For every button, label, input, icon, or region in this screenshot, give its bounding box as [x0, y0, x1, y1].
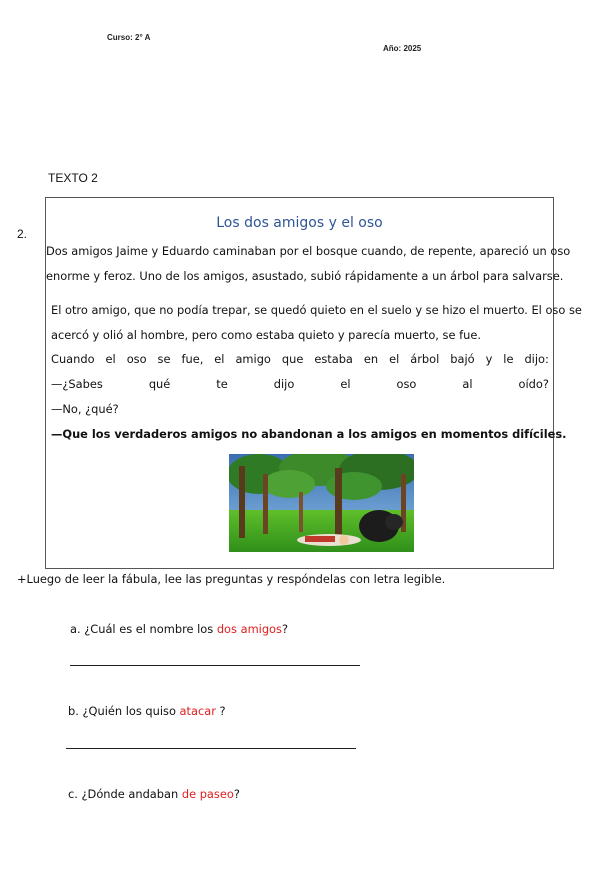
question-a — [70, 622, 288, 636]
question-c-suffix: ? — [233, 787, 240, 801]
dialogue-line-1 — [51, 372, 549, 397]
story-box — [45, 197, 582, 569]
story-paragraph-2-line-1: El otro amigo, que no podía trepar, se quedó quieto en el suelo y se hizo el muerto. El oso se — [51, 303, 582, 317]
paragraph-3-word: amigo — [235, 352, 271, 366]
answer-line-b[interactable] — [66, 748, 356, 749]
paragraph-3-word: dijo: — [524, 352, 549, 366]
question-a-prefix: a. ¿Cuál es el nombre los — [70, 622, 217, 636]
dialogue-1-word: te — [216, 377, 228, 391]
dialogue-1-word: qué — [148, 377, 171, 391]
course-label: Curso: 2° A — [107, 33, 151, 42]
item-number: 2. — [17, 227, 28, 241]
paragraph-3-word: y — [485, 352, 493, 366]
dialogue-1-word: el — [340, 377, 351, 391]
paragraph-3-word: oso — [126, 352, 147, 366]
paragraph-3-word: el — [389, 352, 400, 366]
dialogue-1-word: al — [462, 377, 473, 391]
paragraph-3-word: en — [363, 352, 379, 366]
forest-bear-illustration — [229, 454, 414, 552]
paragraph-3-word: árbol — [410, 352, 440, 366]
answer-line-a[interactable] — [70, 665, 360, 666]
question-b-suffix: ? — [215, 704, 226, 718]
question-a-suffix: ? — [281, 622, 289, 636]
paragraph-3-word: Cuando — [51, 352, 95, 366]
paragraph-3-word: estaba — [314, 352, 353, 366]
story-intro-line-2: enorme y feroz. Uno de los amigos, asustado, subió rápidamente a un árbol para salvarse. — [46, 269, 564, 283]
dialogue-1-word: oído? — [518, 377, 549, 391]
year-label: Año: 2025 — [383, 44, 422, 53]
story-paragraph-3 — [51, 347, 549, 372]
question-a-highlight: dos amigos — [216, 622, 282, 636]
instruction-text: +Luego de leer la fábula, lee las preguntas y respóndelas con letra legible. — [17, 572, 446, 586]
section-label: TEXTO 2 — [48, 171, 98, 185]
dialogue-1-word: —¿Sabes — [51, 377, 103, 391]
question-b-highlight: atacar — [179, 704, 216, 718]
question-c — [68, 787, 240, 801]
dialogue-line-3: —Que los verdaderos amigos no abandonan a los amigos en momentos difíciles. — [51, 427, 567, 441]
paragraph-3-word: bajó — [450, 352, 475, 366]
question-b — [68, 704, 226, 718]
paragraph-3-word: el — [214, 352, 225, 366]
question-b-prefix: b. ¿Quién los quiso — [68, 704, 180, 718]
paragraph-3-word: le — [503, 352, 514, 366]
paragraph-3-word: el — [105, 352, 116, 366]
paragraph-3-word: se — [157, 352, 171, 366]
paragraph-3-word: que — [281, 352, 304, 366]
dialogue-1-word: oso — [396, 377, 417, 391]
dialogue-1-word: dijo — [273, 377, 295, 391]
story-intro-line-1: Dos amigos Jaime y Eduardo caminaban por el bosque cuando, de repente, apareció un oso — [46, 244, 571, 258]
dialogue-line-2: —No, ¿qué? — [51, 402, 119, 416]
story-paragraph-2-line-2: acercó y olió al hombre, pero como estaba quieto y parecía muerto, se fue. — [51, 328, 481, 342]
question-c-prefix: c. ¿Dónde andaban — [68, 787, 182, 801]
paragraph-3-word: fue, — [181, 352, 204, 366]
question-c-highlight: de paseo — [181, 787, 234, 801]
story-title: Los dos amigos y el oso — [216, 215, 383, 231]
